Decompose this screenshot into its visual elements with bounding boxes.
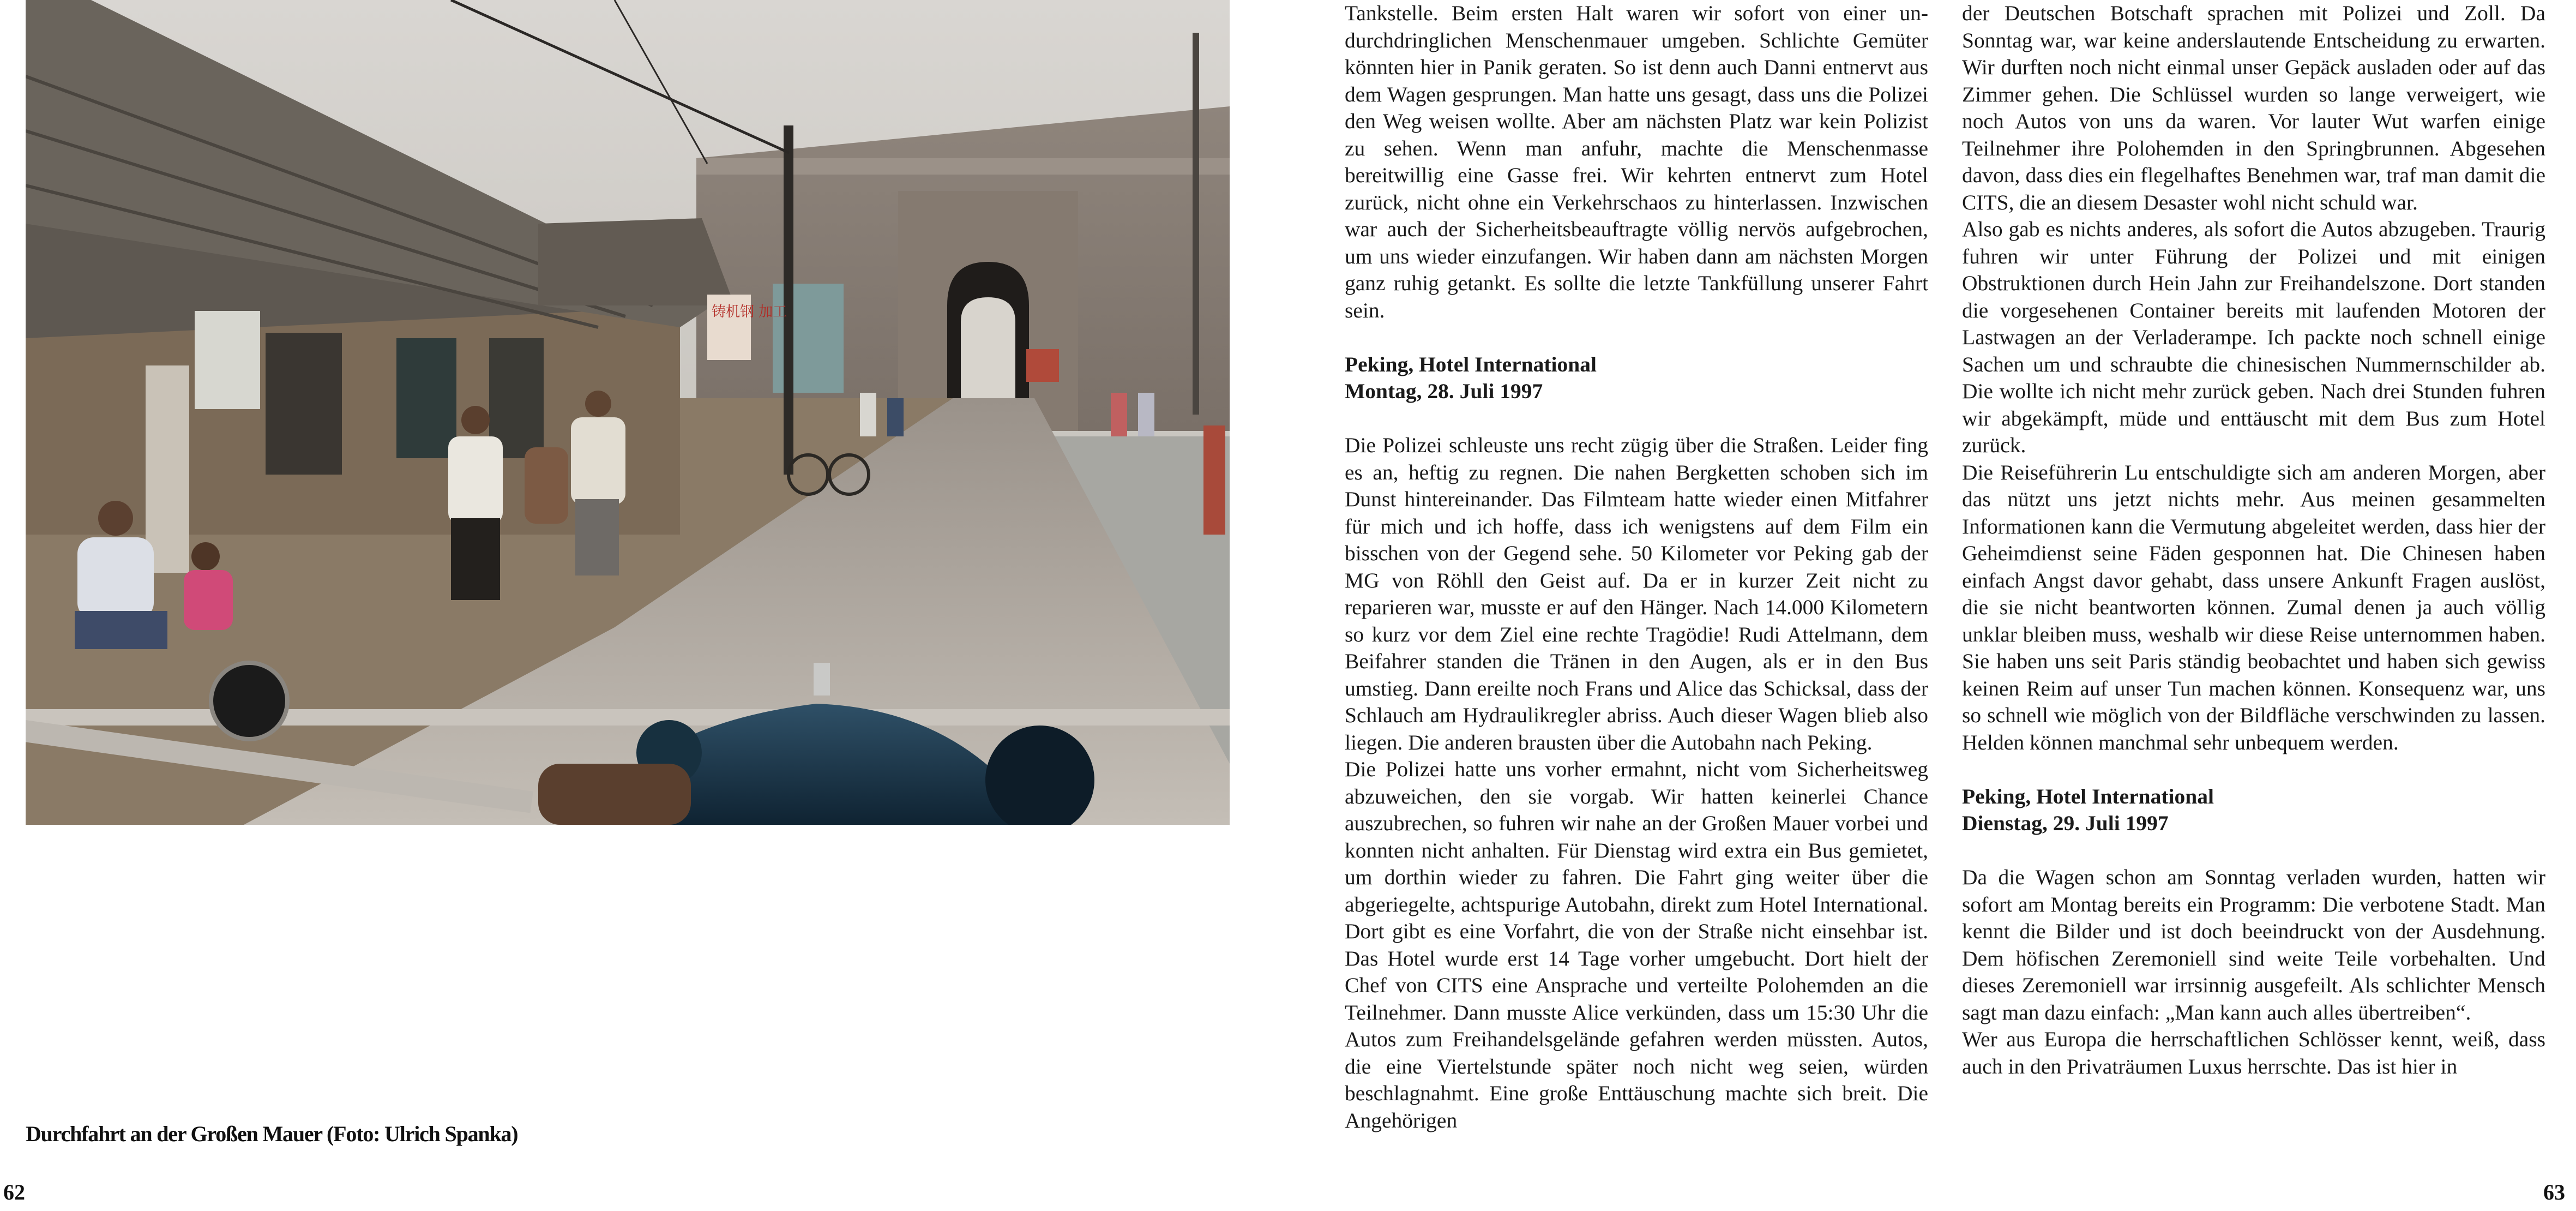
- section-heading-date: Montag, 28. Juli 1997: [1345, 379, 1543, 403]
- right-page: [1288, 0, 2576, 1211]
- shop-sign-text: 铸机钢 加工: [712, 304, 787, 320]
- paragraph: Die Reiseführerin Lu entschuldigte sich am anderen Morgen, aber das nützt uns jetzt nichts mehr. Aus meinen gesammelten Informationen kann die Vermutung abgeleitet werden, dass hier der Geheimdienst seine Fäden gesponnen hat. Die Chinesen haben einfach Angst davor gehabt, dass unsere Ankunft Fragen auslöst, die sie nicht beantworten können. Zumal denen ja auch völlig unklar bleiben muss, weshalb wir diese Reise unternommen haben. Sie haben uns seit Paris ständig beobachtet und haben sich gewiss keinen Reim auf unser Tun machen können. Konsequenz war, uns so schnell wie möglich von der Bildfläche verschwinden zu lassen. Helden können manchmal sehr unbequem werden.: [1962, 460, 2545, 754]
- section-heading-location: Peking, Hotel International: [1345, 352, 1597, 376]
- page-number-left: 62: [3, 1180, 25, 1204]
- text-column-2: [1962, 0, 2545, 1080]
- paragraph: Die Polizei hatte uns vorher ermahnt, nicht vom Sicherheitsweg abzuweichen, den sie vorgab. Wir hatten keinerlei Chance auszubrechen, so fuhren wir nahe an der Großen Mauer vorbei und konnten nicht anhalten. Für Dienstag wird extra ein Bus gemietet, um dorthin wieder zu fahren. Die Fahrt ging weiter über die abgeriegelte, achtspurige Autobahn, direkt zum Hotel International. Dort gibt es eine Vorfahrt, die von der Straße nicht einsehbar ist. Das Hotel wurde erst 14 Tage vorher umgebucht. Dort hielt der Chef von CITS eine Ansprache und verteilte Polohemden an die Teilnehmer. Dann musste Alice verkünden, dass um 15:30 Uhr die Autos zum Freihandelsgelände gefahren werden müssten. Autos, die eine Viertelstunde später noch nicht weg seien, würden beschlagnahmt. Eine große Enttäuschung machte sich breit. Die Angehörigen: [1345, 757, 1928, 1132]
- paragraph: Da die Wagen schon am Sonntag verladen wurden, hatten wir sofort am Montag bereits ein Programm: Die verbotene Stadt. Man kennt die Bilder und ist doch beeindruckt von der Ausdehnung. Dem höfischen Zeremoniell sind weite Teile vorbehalten. Und dieses Zeremoniell war irrsinnig ausgefeilt. Als schlichter Mensch sagt man dazu einfach: „Man kann auch alles übertreiben“.: [1962, 865, 2545, 1024]
- text-column-1: [1345, 0, 1928, 1134]
- page-number-right: 63: [2543, 1180, 2565, 1204]
- photo-illustration: [26, 0, 1230, 825]
- photo-great-wall-passage: [26, 0, 1230, 825]
- paragraph: Die Polizei schleuste uns recht zügig über die Straßen. Leider fing es an, heftig zu regnen. Die nahen Bergketten schoben sich im Dunst hintereinander. Das Filmteam hatte wieder einen Mitfahrer für mich und ich hoffe, dass ich wenigstens auf dem Film ein bisschen von der Gegend sehe. 50 Kilometer vor Peking gab der MG von Röhll den Geist auf. Da er in kurzer Zeit nicht zu reparieren war, musste er auf den Hänger. Nach 14.000 Kilometern so kurz vor dem Ziel eine rechte Tragödie! Rudi Attelmann, dem Beifahrer standen die Tränen in den Augen, als er in den Bus umstieg. Dann ereilte noch Frans und Alice das Schicksal, dass der Schlauch am Hydraulikregler abriss. Auch dieser Wagen blieb also liegen. Die anderen brausten über die Autobahn nach Peking.: [1345, 433, 1928, 754]
- paragraph: Wer aus Europa die herrschaftlichen Schlösser kennt, weiß, dass auch in den Privaträumen Luxus herrschte. Das ist hier in: [1962, 1027, 2545, 1078]
- section-heading-date: Dienstag, 29. Juli 1997: [1962, 811, 2169, 835]
- paragraph: Also gab es nichts anderes, als sofort die Autos abzugeben. Traurig fuhren wir unter Führung der Polizei und mit einigen Obstruktionen durch Hein Jahn zur Freihandelszone. Dort standen die vorgesehenen Container bereits mit laufenden Motoren der Lastwagen an der Verladerampe. Ich packte noch schnell einige Sachen um und schraubte die chinesischen Nummernschilder ab. Die wollte ich nicht mehr zurück geben. Nach drei Stunden fuhren wir abgekämpft, müde und enttäuscht mit dem Bus zum Hotel zurück.: [1962, 217, 2545, 457]
- section-heading-location: Peking, Hotel International: [1962, 784, 2214, 808]
- paragraph: Tankstelle. Beim ersten Halt waren wir sofort von einer undurchdringlichen Menschenmauer umgeben. Schlichte Gemüter könnten hier in Panik geraten. So ist denn auch Danni entnervt aus dem Wagen gesprungen. Man hatte uns gesagt, dass uns die Polizei den Weg weisen wollte. Aber am nächsten Platz war kein Polizist zu sehen. Wenn man anfuhr, machte die Menschenmasse bereitwillig eine Gasse frei. Wir kehrten entnervt zum Hotel zurück, nicht ohne ein Verkehrschaos zu hinterlassen. Inzwischen war auch der Sicherheitsbeauftragte völlig nervös aufgebrochen, um uns wieder einzufangen. Wir haben dann am nächsten Morgen ganz ruhig getankt. Es sollte die letzte Tankfüllung unserer Fahrt sein.: [1345, 1, 1928, 322]
- paragraph: der Deutschen Botschaft sprachen mit Polizei und Zoll. Da Sonntag war, war keine anderslautende Entscheidung zu erwarten. Wir durften noch nicht einmal unser Gepäck ausladen oder auf das Zimmer gehen. Die Schlüssel wurden so lange verweigert, wie noch Autos von uns da waren. Vor lauter Wut warfen einige Teilnehmer ihre Polohemden in den Springbrunnen. Abgesehen davon, dass dies ein flegelhaftes Benehmen war, traf man damit die CITS, die an diesem Desaster wohl nicht schuld war.: [1962, 1, 2545, 214]
- photo-caption: Durchfahrt an der Großen Mauer (Foto: Ulrich Spanka): [26, 1122, 518, 1146]
